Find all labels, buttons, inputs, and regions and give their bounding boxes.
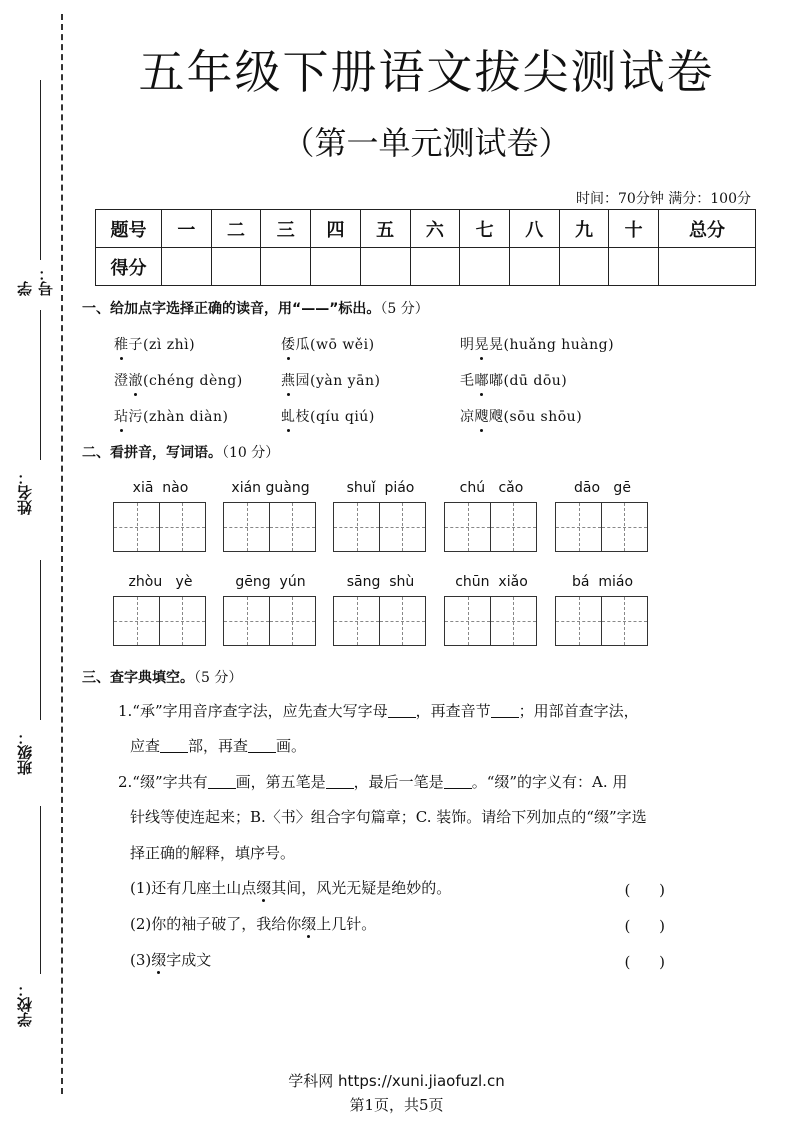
page-number: 第1页，共5页 xyxy=(349,1096,444,1114)
q3-text: 1.“承”字用音序查字法，应先查大写字母 xyxy=(118,702,388,720)
score-header-cell: 十 xyxy=(609,210,659,248)
score-header-cell: 五 xyxy=(360,210,410,248)
q3-question2-line3: 择正确的解释，填序号。 xyxy=(130,844,296,862)
q3-text: ，再查音节 xyxy=(415,702,491,720)
q1-item[interactable] xyxy=(114,370,243,390)
score-cell[interactable] xyxy=(410,248,460,286)
pinyin-word-group xyxy=(555,574,650,646)
pinyin-label: shuǐ piáo xyxy=(346,480,415,496)
tianzige-box[interactable] xyxy=(555,502,602,552)
q1-item[interactable] xyxy=(114,334,195,354)
q3-text: 部，再查 xyxy=(188,737,249,755)
tianzige-box[interactable] xyxy=(223,502,270,552)
q3-text: (1)还有几座土山点 xyxy=(130,879,257,897)
score-table xyxy=(95,209,756,286)
pinyin-word-group xyxy=(444,574,539,646)
score-cell[interactable] xyxy=(609,248,659,286)
score-header-cell: 一 xyxy=(162,210,212,248)
pinyin-label: chūn xiǎo xyxy=(455,574,528,590)
q1-item[interactable] xyxy=(281,370,380,390)
dotted-char: 玷 xyxy=(114,406,129,426)
tianzige-box[interactable] xyxy=(379,502,426,552)
score-header-cell: 四 xyxy=(311,210,361,248)
dotted-char: 缀 xyxy=(151,951,167,969)
pinyin-word-group xyxy=(444,480,539,552)
q3-text: 上几针。 xyxy=(316,915,377,933)
answer-blank[interactable] xyxy=(491,704,519,718)
pinyin-label: chú cǎo xyxy=(459,480,524,496)
q3-text: 画。 xyxy=(276,737,307,755)
score-cell[interactable] xyxy=(311,248,361,286)
tianzige-box[interactable] xyxy=(333,502,380,552)
q1-item-text: 嘟(dū dōu) xyxy=(489,373,568,389)
score-header-cell: 题号 xyxy=(96,210,162,248)
section3-title-text: 三、查字典填空。 xyxy=(82,670,194,686)
score-header-cell: 八 xyxy=(509,210,559,248)
q3-text: ；用部首查字法， xyxy=(518,702,639,720)
pinyin-word-group xyxy=(113,574,208,646)
student-id-label: 学号： xyxy=(16,266,55,296)
q3-text: 画，第五笔是 xyxy=(235,773,326,791)
name-field xyxy=(14,310,44,520)
score-cell[interactable] xyxy=(261,248,311,286)
section1-title-text: 一、给加点字选择正确的读音，用“——”标出。 xyxy=(82,301,381,317)
tianzige-box[interactable] xyxy=(490,502,537,552)
tianzige-box[interactable] xyxy=(113,502,160,552)
section2-title xyxy=(82,442,279,462)
tianzige-box[interactable] xyxy=(269,502,316,552)
pinyin-label: xiā nào xyxy=(132,480,189,496)
score-header-cell: 总分 xyxy=(659,210,756,248)
q1-item-text: 园(yàn yān) xyxy=(295,373,381,389)
q3-subquestion-2 xyxy=(130,917,376,932)
section2-points: （10 分） xyxy=(222,445,280,461)
dotted-char: 稚 xyxy=(114,334,129,354)
q1-item-text: 晃(huǎng huàng) xyxy=(489,337,615,353)
tianzige-box[interactable] xyxy=(159,596,206,646)
answer-blank[interactable] xyxy=(248,739,276,753)
q3-text: (3) xyxy=(130,951,152,969)
section2-title-text: 二、看拼音，写词语。 xyxy=(82,445,222,461)
answer-blank[interactable] xyxy=(444,775,472,789)
page-title: 五年级下册语文拔尖测试卷 xyxy=(138,45,715,99)
q3-text: 字成文 xyxy=(166,951,212,969)
tianzige-box[interactable] xyxy=(601,596,648,646)
q1-item-text: (chéng dèng) xyxy=(143,373,243,389)
tianzige-box[interactable] xyxy=(444,596,491,646)
name-label: 姓名： xyxy=(16,470,34,515)
score-header-cell: 二 xyxy=(211,210,261,248)
answer-parentheses[interactable]: ( ) xyxy=(624,953,665,971)
q3-text: 应查 xyxy=(130,737,161,755)
score-cell[interactable] xyxy=(211,248,261,286)
pinyin-label: sāng shù xyxy=(346,574,415,590)
tianzige-box[interactable] xyxy=(223,596,270,646)
tianzige-box[interactable] xyxy=(490,596,537,646)
score-cell[interactable] xyxy=(360,248,410,286)
q3-question1-line2 xyxy=(130,739,306,754)
school-line[interactable] xyxy=(40,806,41,974)
dotted-char: 虬 xyxy=(281,406,296,426)
answer-blank[interactable] xyxy=(326,775,354,789)
q1-item[interactable] xyxy=(281,406,375,426)
footer-watermark-site: 学科网 https://xuni.jiaofuzl.cn xyxy=(288,1072,505,1090)
q3-text: ，最后一笔是 xyxy=(353,773,444,791)
q1-item[interactable] xyxy=(460,370,567,390)
dotted-char: 飕 xyxy=(475,406,490,426)
dotted-char: 缀 xyxy=(301,915,317,933)
time-info: 时间：70分钟 满分：100分 xyxy=(576,191,751,207)
pinyin-word-group xyxy=(333,574,428,646)
student-id-field xyxy=(14,80,55,296)
score-value-row xyxy=(96,248,756,286)
dotted-char: 燕 xyxy=(281,370,296,390)
score-header-cell: 七 xyxy=(460,210,510,248)
score-cell[interactable] xyxy=(559,248,609,286)
tianzige-box[interactable] xyxy=(333,596,380,646)
q3-subquestion-1 xyxy=(130,881,451,896)
school-label: 学校： xyxy=(16,982,34,1027)
q3-text: 其间，风光无疑是绝妙的。 xyxy=(271,879,452,897)
tianzige-box[interactable] xyxy=(444,502,491,552)
q1-item[interactable] xyxy=(281,334,375,354)
q3-text: (2)你的袖子破了，我给你 xyxy=(130,915,302,933)
pinyin-word-group xyxy=(555,480,650,552)
q1-item-text: 子(zì zhì) xyxy=(128,337,196,353)
score-cell[interactable] xyxy=(659,248,756,286)
tianzige-box[interactable] xyxy=(113,596,160,646)
q3-text: 。“缀”的字义有：A. 用 xyxy=(471,773,628,791)
answer-blank[interactable] xyxy=(160,739,188,753)
q1-item-pre: 凉 xyxy=(460,409,475,425)
section3-title xyxy=(82,667,242,687)
tianzige-box[interactable] xyxy=(555,596,602,646)
dotted-char: 澈 xyxy=(129,370,144,390)
score-row-label: 得分 xyxy=(96,248,162,286)
q1-item-text: 瓜(wō wěi) xyxy=(295,337,375,353)
pinyin-word-group xyxy=(113,480,208,552)
score-header-cell: 六 xyxy=(410,210,460,248)
q1-item[interactable] xyxy=(460,406,582,426)
q1-item-text: 飕(sōu shōu) xyxy=(489,409,583,425)
pinyin-label: bá miáo xyxy=(571,574,634,590)
dotted-char: 倭 xyxy=(281,334,296,354)
page-subtitle: （第一单元测试卷） xyxy=(282,124,571,162)
q3-question2-line1 xyxy=(118,775,627,790)
q1-item-pre: 明 xyxy=(460,337,475,353)
dotted-char: 晃 xyxy=(475,334,490,354)
q1-item-text: 污(zhàn diàn) xyxy=(128,409,229,425)
tianzige-box[interactable] xyxy=(269,596,316,646)
class-line[interactable] xyxy=(40,560,41,720)
q1-item[interactable] xyxy=(114,406,228,426)
tianzige-box[interactable] xyxy=(379,596,426,646)
q1-item-pre: 毛 xyxy=(460,373,475,389)
q1-item[interactable] xyxy=(460,334,614,354)
dotted-char: 嘟 xyxy=(475,370,490,390)
class-field xyxy=(14,560,44,790)
q1-item-text: 枝(qíu qiú) xyxy=(295,409,375,425)
class-label: 班级： xyxy=(16,730,34,775)
pinyin-word-group xyxy=(223,480,318,552)
pinyin-label: gēng yún xyxy=(235,574,306,590)
tianzige-box[interactable] xyxy=(601,502,648,552)
answer-parentheses[interactable]: ( ) xyxy=(624,917,665,935)
q3-question2-line2: 针线等使连起来；B.〈书〉组合字句篇章；C. 装饰。请给下列加点的“缀”字选 xyxy=(130,808,647,826)
student-id-line[interactable] xyxy=(40,80,41,260)
dotted-char: 缀 xyxy=(256,879,272,897)
score-header-row xyxy=(96,210,756,248)
pinyin-word-group xyxy=(333,480,428,552)
answer-blank[interactable] xyxy=(388,704,416,718)
tianzige-box[interactable] xyxy=(159,502,206,552)
pinyin-label: xián guàng xyxy=(231,480,310,496)
score-header-cell: 九 xyxy=(559,210,609,248)
binding-dashed-line xyxy=(61,14,63,1094)
school-field xyxy=(14,806,44,1036)
pinyin-label: zhòu yè xyxy=(128,574,193,590)
q1-item-pre: 澄 xyxy=(114,373,129,389)
answer-parentheses[interactable]: ( ) xyxy=(624,881,665,899)
score-cell[interactable] xyxy=(460,248,510,286)
section3-points: （5 分） xyxy=(194,670,243,686)
score-cell[interactable] xyxy=(509,248,559,286)
pinyin-label: dāo gē xyxy=(574,480,631,496)
q3-question1-line1 xyxy=(118,704,639,719)
score-cell[interactable] xyxy=(162,248,212,286)
q3-subquestion-3 xyxy=(130,953,211,968)
answer-blank[interactable] xyxy=(208,775,236,789)
section1-points: （5 分） xyxy=(380,301,429,317)
section1-title xyxy=(82,298,429,318)
q3-text: 2.“缀”字共有 xyxy=(118,773,208,791)
score-header-cell: 三 xyxy=(261,210,311,248)
name-line[interactable] xyxy=(40,310,41,460)
pinyin-word-group xyxy=(223,574,318,646)
